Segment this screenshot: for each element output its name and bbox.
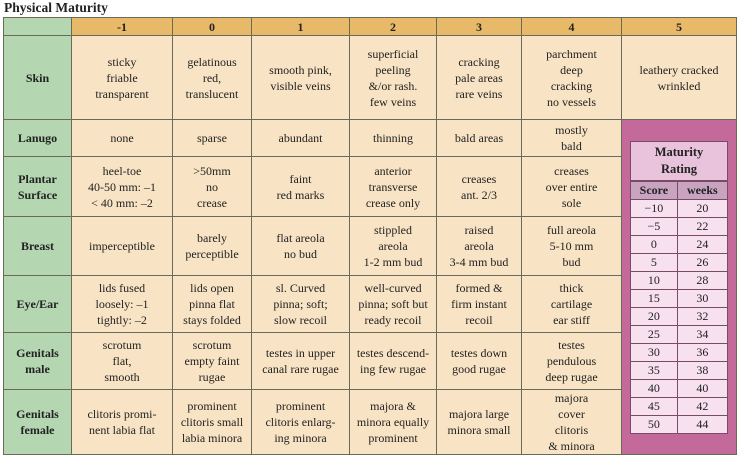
cell-line: pinna flat bbox=[189, 297, 235, 311]
cell-line: clitoris small bbox=[180, 415, 244, 429]
cell-line: Surface bbox=[17, 187, 58, 202]
cell-line: visible veins bbox=[270, 78, 331, 93]
maturity-rating-table bbox=[630, 181, 728, 434]
cell-line: rugae bbox=[198, 370, 226, 384]
cell-line: sole bbox=[561, 195, 582, 210]
weeks-cell: 28 bbox=[677, 271, 727, 289]
cell-line: ant. 2/3 bbox=[461, 187, 497, 202]
cell-line: cartilage bbox=[550, 297, 593, 311]
score-cell: −10 bbox=[631, 199, 678, 217]
maturity-rating-row bbox=[631, 343, 728, 361]
score-cell: 10 bbox=[631, 271, 678, 289]
cell-line: testes in upper bbox=[265, 346, 336, 360]
cell-line: majora & bbox=[370, 399, 416, 413]
criteria-cell bbox=[252, 217, 350, 276]
cell-line: < 40 mm: –2 bbox=[91, 195, 153, 210]
cell-line: ready recoil bbox=[364, 313, 422, 327]
cell-line: areola bbox=[378, 239, 408, 253]
cell-line: loosely: –1 bbox=[95, 297, 149, 311]
maturity-rating-panel bbox=[622, 120, 737, 455]
criteria-cell bbox=[437, 217, 522, 276]
cell-line: stays folded bbox=[183, 313, 241, 327]
cell-line: deep rugae bbox=[545, 370, 598, 384]
cell-line: 40-50 mm: –1 bbox=[88, 179, 156, 194]
cell-line: testes descend- bbox=[356, 346, 430, 360]
maturity-rating-wrap bbox=[622, 135, 736, 440]
maturity-rating-row bbox=[631, 325, 728, 343]
page-title: Physical Maturity bbox=[4, 0, 108, 15]
cell-line: crease only bbox=[365, 195, 421, 210]
criteria-cell bbox=[522, 36, 622, 120]
cell-line: superficial bbox=[367, 46, 419, 61]
score-cell: 30 bbox=[631, 343, 678, 361]
cell-line: cracking bbox=[458, 54, 500, 69]
criteria-cell bbox=[350, 333, 437, 390]
cell-line: flat, bbox=[112, 354, 132, 368]
cell-line: bald areas bbox=[454, 131, 504, 145]
cell-line: imperceptible bbox=[89, 239, 155, 253]
cell-line: ing few rugae bbox=[360, 362, 426, 376]
cell-line: pendulous bbox=[546, 354, 597, 368]
weeks-cell: 40 bbox=[677, 379, 727, 397]
cell-line: minora equally bbox=[356, 415, 430, 429]
maturity-rating-row bbox=[631, 235, 728, 253]
row-label bbox=[4, 333, 72, 390]
row-label bbox=[4, 390, 72, 455]
cell-line: abundant bbox=[278, 131, 323, 145]
cell-line: mostly bbox=[555, 123, 588, 137]
criteria-cell bbox=[173, 333, 252, 390]
cell-line: cover bbox=[558, 407, 585, 421]
cell-line: cracking bbox=[550, 78, 593, 93]
score-cell: 20 bbox=[631, 307, 678, 325]
cell-line: red, bbox=[202, 70, 222, 85]
score-cell: 25 bbox=[631, 325, 678, 343]
cell-line: sl. Curved bbox=[275, 281, 326, 295]
row-label bbox=[4, 276, 72, 333]
score-cell: 5 bbox=[631, 253, 678, 271]
criteria-cell bbox=[173, 276, 252, 333]
cell-line: slow recoil bbox=[274, 313, 327, 327]
maturity-rating-header bbox=[631, 181, 728, 199]
maturity-rating-row bbox=[631, 415, 728, 433]
weeks-cell: 30 bbox=[677, 289, 727, 307]
criteria-cell bbox=[350, 217, 437, 276]
criteria-cell bbox=[437, 36, 522, 120]
cell-line: majora bbox=[554, 391, 589, 405]
corner-cell bbox=[4, 18, 72, 36]
cell-line: perceptible bbox=[185, 247, 239, 261]
cell-line: recoil bbox=[465, 313, 493, 327]
cell-line: raised bbox=[464, 223, 494, 237]
cell-line: formed & bbox=[455, 281, 503, 295]
cell-line: scrotum bbox=[102, 338, 142, 352]
cell-line: well-curved bbox=[364, 281, 422, 295]
cell-line: nent labia flat bbox=[89, 423, 155, 437]
criteria-cell bbox=[350, 120, 437, 157]
cell-line: Eye/Ear bbox=[16, 297, 59, 311]
criteria-cell bbox=[522, 157, 622, 217]
cell-line: Rating bbox=[660, 161, 698, 176]
criteria-cell bbox=[437, 390, 522, 455]
cell-line: creases bbox=[461, 171, 497, 186]
criteria-cell bbox=[252, 390, 350, 455]
weeks-cell: 26 bbox=[677, 253, 727, 271]
cell-line: over entire bbox=[545, 179, 598, 194]
cell-line: transverse bbox=[368, 179, 418, 194]
cell-line: rare veins bbox=[455, 86, 503, 101]
cell-line: female bbox=[20, 423, 55, 437]
cell-line: >50mm bbox=[193, 163, 231, 178]
cell-line: parchment bbox=[546, 46, 597, 61]
cell-line: sticky bbox=[107, 54, 137, 69]
cell-line: 3-4 mm bud bbox=[449, 255, 509, 269]
maturity-rating-row bbox=[631, 361, 728, 379]
criteria-cell bbox=[437, 276, 522, 333]
cell-line: ing minora bbox=[274, 431, 327, 445]
cell-line: areola bbox=[464, 239, 494, 253]
cell-line: pinna; soft but bbox=[358, 297, 428, 311]
weeks-cell: 32 bbox=[677, 307, 727, 325]
cell-line: prominent bbox=[368, 431, 418, 445]
cell-line: pale areas bbox=[455, 70, 503, 85]
criteria-cell bbox=[252, 120, 350, 157]
criteria-cell bbox=[173, 217, 252, 276]
cell-line: scrotum bbox=[192, 338, 232, 352]
score-cell: 35 bbox=[631, 361, 678, 379]
cell-line: Plantar bbox=[18, 171, 57, 186]
criteria-cell bbox=[72, 36, 173, 120]
criteria-cell bbox=[72, 217, 173, 276]
criteria-cell bbox=[522, 217, 622, 276]
cell-line: creases bbox=[554, 163, 589, 178]
cell-line: stippled bbox=[374, 223, 412, 237]
cell-line: canal rare rugae bbox=[262, 362, 339, 376]
weeks-cell: 44 bbox=[677, 415, 727, 433]
criteria-cell bbox=[173, 157, 252, 217]
maturity-rating-row bbox=[631, 199, 728, 217]
cell-line: Skin bbox=[25, 70, 50, 85]
maturity-rating-row bbox=[631, 397, 728, 415]
criteria-cell bbox=[350, 36, 437, 120]
cell-line: bud bbox=[562, 255, 581, 269]
cell-line: thinning bbox=[372, 131, 413, 145]
cell-line: smooth bbox=[104, 370, 140, 384]
criteria-cell bbox=[522, 390, 622, 455]
cell-line: leathery cracked bbox=[639, 62, 719, 77]
cell-line: sparse bbox=[197, 131, 227, 145]
cell-line: full areola bbox=[547, 223, 596, 237]
cell-line: lids open bbox=[190, 281, 234, 295]
cell-line: clitoris enlarg- bbox=[265, 415, 336, 429]
cell-line: no vessels bbox=[547, 94, 596, 109]
row-label bbox=[4, 120, 72, 157]
cell-line: red marks bbox=[276, 187, 325, 202]
cell-line: firm instant bbox=[451, 297, 507, 311]
cell-line: anterior bbox=[374, 163, 412, 178]
cell-line: translucent bbox=[185, 86, 239, 101]
table-row bbox=[4, 36, 737, 120]
cell-line: 1-2 mm bud bbox=[363, 255, 423, 269]
cell-line: no bbox=[206, 179, 218, 194]
cell-line: majora large bbox=[448, 407, 510, 421]
score-cell: 15 bbox=[631, 289, 678, 307]
criteria-cell bbox=[522, 120, 622, 157]
cell-line: crease bbox=[197, 195, 227, 210]
maturity-header-cell: weeks bbox=[677, 181, 727, 199]
criteria-cell bbox=[437, 333, 522, 390]
criteria-cell bbox=[72, 333, 173, 390]
cell-line: Maturity bbox=[654, 144, 704, 159]
cell-line: flat areola bbox=[276, 231, 325, 245]
cell-line: minora small bbox=[447, 423, 511, 437]
cell-line: smooth pink, bbox=[269, 62, 332, 77]
criteria-cell bbox=[72, 276, 173, 333]
cell-line: & minora bbox=[548, 439, 595, 453]
column-header: -1 bbox=[72, 18, 173, 36]
weeks-cell: 34 bbox=[677, 325, 727, 343]
score-cell: 0 bbox=[631, 235, 678, 253]
column-header: 1 bbox=[252, 18, 350, 36]
criteria-cell bbox=[350, 157, 437, 217]
criteria-cell bbox=[72, 157, 173, 217]
cell-line: lids fused bbox=[98, 281, 146, 295]
column-header: 0 bbox=[173, 18, 252, 36]
cell-line: heel-toe bbox=[102, 163, 142, 178]
cell-line: good rugae bbox=[452, 362, 506, 376]
cell-line: Lanugo bbox=[17, 131, 58, 145]
cell-line: Breast bbox=[20, 239, 55, 253]
cell-line: clitoris promi- bbox=[87, 407, 157, 421]
cell-line: clitoris bbox=[554, 423, 589, 437]
cell-line: few veins bbox=[369, 94, 417, 109]
cell-line: gelatinous bbox=[187, 54, 237, 69]
maturity-rating-row bbox=[631, 379, 728, 397]
criteria-cell bbox=[173, 36, 252, 120]
criteria-cell bbox=[173, 120, 252, 157]
cell-line: &/or rash. bbox=[368, 78, 418, 93]
cell-line: bald bbox=[561, 139, 582, 153]
weeks-cell: 20 bbox=[677, 199, 727, 217]
cell-line: pinna; soft; bbox=[273, 297, 328, 311]
criteria-cell bbox=[252, 157, 350, 217]
weeks-cell: 36 bbox=[677, 343, 727, 361]
maturity-rating-row bbox=[631, 307, 728, 325]
cell-line: 5-10 mm bbox=[549, 239, 594, 253]
weeks-cell: 22 bbox=[677, 217, 727, 235]
cell-line: peeling bbox=[375, 62, 411, 77]
score-cell: 45 bbox=[631, 397, 678, 415]
cell-line: faint bbox=[289, 171, 312, 186]
criteria-cell bbox=[252, 333, 350, 390]
row-label bbox=[4, 217, 72, 276]
criteria-cell bbox=[252, 276, 350, 333]
maturity-rating-row bbox=[631, 271, 728, 289]
column-header: 5 bbox=[622, 18, 737, 36]
cell-line: wrinkled bbox=[657, 78, 701, 93]
criteria-cell bbox=[173, 390, 252, 455]
cell-line: ear stiff bbox=[553, 313, 590, 327]
criteria-cell bbox=[350, 390, 437, 455]
cell-line: deep bbox=[560, 62, 583, 77]
cell-line: prominent bbox=[187, 399, 237, 413]
column-header: 4 bbox=[522, 18, 622, 36]
row-label bbox=[4, 157, 72, 217]
cell-line: friable bbox=[106, 70, 138, 85]
criteria-cell bbox=[437, 157, 522, 217]
row-label bbox=[4, 36, 72, 120]
column-header: 2 bbox=[350, 18, 437, 36]
criteria-cell bbox=[522, 276, 622, 333]
column-header: 3 bbox=[437, 18, 522, 36]
cell-line: thick bbox=[559, 281, 584, 295]
criteria-cell bbox=[622, 36, 737, 120]
cell-line: none bbox=[110, 131, 134, 145]
weeks-cell: 38 bbox=[677, 361, 727, 379]
score-cell: −5 bbox=[631, 217, 678, 235]
cell-line: barely bbox=[197, 231, 227, 245]
cell-line: testes bbox=[558, 338, 585, 352]
cell-line: testes down bbox=[450, 346, 508, 360]
cell-line: transparent bbox=[95, 86, 149, 101]
score-cell: 50 bbox=[631, 415, 678, 433]
criteria-cell bbox=[437, 120, 522, 157]
cell-line: male bbox=[25, 362, 50, 376]
cell-line: empty faint bbox=[184, 354, 240, 368]
weeks-cell: 42 bbox=[677, 397, 727, 415]
cell-line: prominent bbox=[275, 399, 326, 413]
maturity-table bbox=[3, 17, 737, 455]
cell-line: no bud bbox=[284, 247, 317, 261]
maturity-rating-row bbox=[631, 289, 728, 307]
criteria-cell bbox=[252, 36, 350, 120]
maturity-rating-row bbox=[631, 217, 728, 235]
criteria-cell bbox=[350, 276, 437, 333]
score-cell: 40 bbox=[631, 379, 678, 397]
weeks-cell: 24 bbox=[677, 235, 727, 253]
header-row bbox=[4, 18, 737, 36]
cell-line: Genitals bbox=[16, 346, 59, 360]
maturity-rating-row bbox=[631, 253, 728, 271]
maturity-header-cell: Score bbox=[631, 181, 678, 199]
criteria-cell bbox=[72, 120, 173, 157]
table-row bbox=[4, 120, 737, 157]
criteria-cell bbox=[522, 333, 622, 390]
cell-line: labia minora bbox=[181, 431, 243, 445]
cell-line: tightly: –2 bbox=[97, 313, 147, 327]
maturity-rating-title bbox=[630, 141, 728, 181]
criteria-cell bbox=[72, 390, 173, 455]
cell-line: Genitals bbox=[16, 407, 59, 421]
